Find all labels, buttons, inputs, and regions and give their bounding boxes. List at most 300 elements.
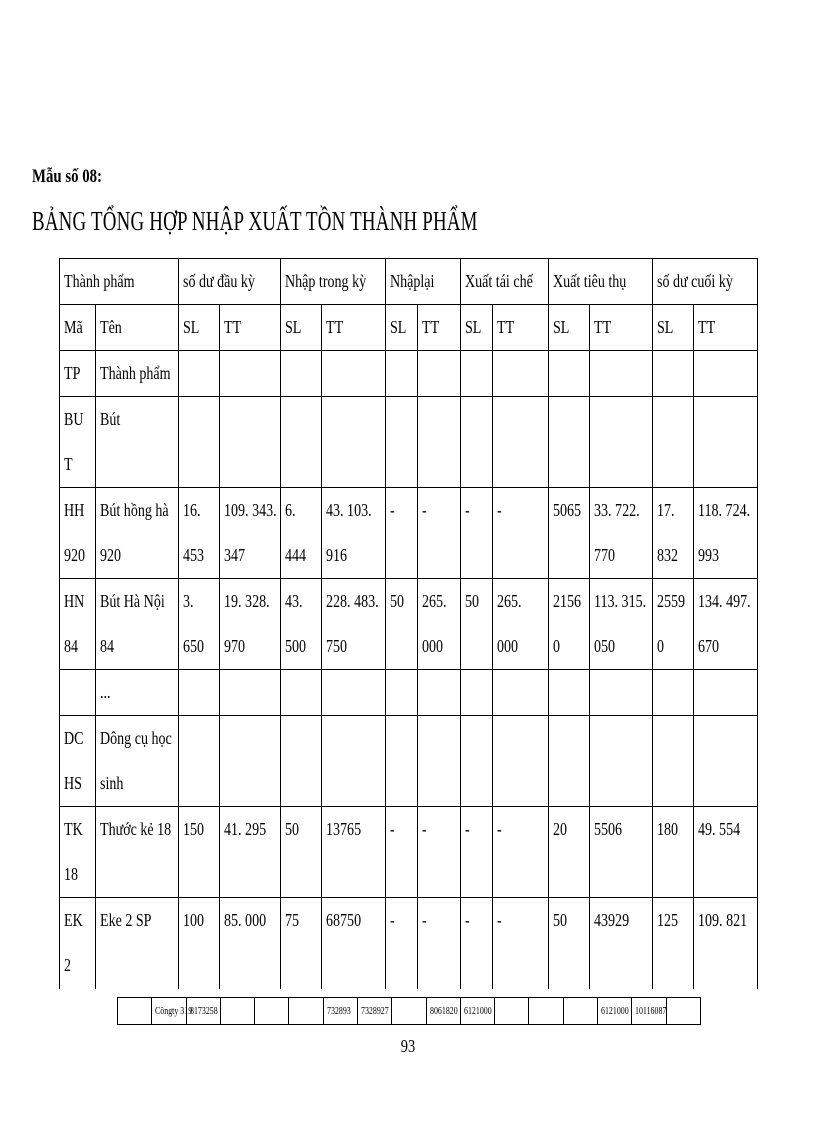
table-cell bbox=[549, 716, 590, 807]
footer-cell bbox=[289, 998, 323, 1025]
table-cell bbox=[220, 488, 281, 579]
sub-header-text: TT bbox=[224, 317, 242, 337]
table-cell bbox=[549, 579, 590, 670]
cell-text-line: 228. 483. bbox=[326, 591, 379, 611]
cell-content bbox=[100, 488, 169, 578]
group-header-cell bbox=[179, 259, 281, 305]
footer-cell-text: 6121000 bbox=[600, 1005, 629, 1017]
table-cell bbox=[493, 397, 549, 488]
cell-content bbox=[224, 898, 268, 943]
cell-content bbox=[465, 579, 486, 624]
table-cell bbox=[549, 807, 590, 898]
sub-header-cell bbox=[493, 305, 549, 351]
table-cell bbox=[493, 579, 549, 670]
footer-cell-text: 732893 bbox=[326, 1005, 351, 1017]
table-cell bbox=[179, 898, 220, 989]
group-header-cell bbox=[386, 259, 461, 305]
table-cell bbox=[590, 898, 653, 989]
cell-text-line: 109. 343. bbox=[224, 500, 277, 520]
cell-text-line: 920 bbox=[100, 545, 122, 565]
sub-header-cell bbox=[653, 305, 694, 351]
cell-content bbox=[183, 579, 211, 669]
table-cell bbox=[418, 716, 461, 807]
cell-content bbox=[285, 579, 313, 669]
cell-content bbox=[497, 579, 537, 669]
cell-text-line: EK bbox=[64, 910, 83, 930]
cell-text-line: 0 bbox=[553, 636, 561, 656]
table-cell bbox=[281, 716, 322, 807]
table-cell bbox=[418, 351, 461, 397]
sub-header-cell bbox=[220, 305, 281, 351]
cell-content bbox=[594, 807, 639, 852]
cell-content bbox=[64, 488, 88, 578]
table-cell bbox=[493, 898, 549, 989]
cell-text-line: 650 bbox=[183, 636, 205, 656]
cell-content bbox=[497, 807, 537, 852]
cell-text-line: Eke 2 SP bbox=[100, 910, 152, 930]
footer-cell bbox=[255, 998, 289, 1025]
cell-content bbox=[100, 898, 161, 943]
cell-text-line: 49. 554 bbox=[698, 819, 741, 839]
cell-text-line: 770 bbox=[594, 545, 616, 565]
table-cell bbox=[386, 670, 418, 716]
table-cell bbox=[493, 716, 549, 807]
footer-cell bbox=[563, 998, 597, 1025]
table-cell bbox=[461, 716, 493, 807]
table-cell bbox=[220, 670, 281, 716]
cell-content bbox=[657, 488, 685, 578]
table-cell bbox=[418, 807, 461, 898]
cell-content bbox=[64, 579, 88, 669]
table-cell bbox=[179, 488, 220, 579]
cell-text-line: 43. bbox=[285, 591, 303, 611]
group-header-cell bbox=[281, 259, 386, 305]
cell-content bbox=[285, 488, 313, 578]
footer-cell bbox=[426, 998, 460, 1025]
group-header-text: Xuất tiêu thụ bbox=[553, 271, 627, 291]
footer-summary-row bbox=[117, 997, 701, 1025]
cell-text-line: 33. 722. bbox=[594, 500, 640, 520]
table-row bbox=[60, 397, 758, 488]
table-cell bbox=[461, 488, 493, 579]
table-cell bbox=[386, 579, 418, 670]
cell-text-line: 670 bbox=[698, 636, 720, 656]
table-cell bbox=[694, 351, 758, 397]
table-cell bbox=[322, 670, 386, 716]
cell-text-line: 150 bbox=[183, 819, 205, 839]
group-header-cell bbox=[60, 259, 179, 305]
inventory-summary-table bbox=[59, 258, 758, 989]
cell-content bbox=[594, 488, 639, 578]
cell-content bbox=[422, 898, 452, 943]
cell-text-line: 113. 315. bbox=[594, 591, 647, 611]
cell-text-line: - bbox=[465, 819, 470, 839]
cell-content bbox=[183, 898, 211, 943]
table-cell bbox=[281, 670, 322, 716]
cell-content bbox=[183, 807, 211, 852]
cell-text-line: 84 bbox=[100, 636, 115, 656]
cell-text-line: 000 bbox=[422, 636, 444, 656]
table-cell bbox=[694, 716, 758, 807]
table-cell bbox=[60, 579, 96, 670]
sub-header-cell bbox=[590, 305, 653, 351]
cell-content bbox=[224, 488, 277, 578]
table-cell bbox=[220, 579, 281, 670]
table-cell bbox=[493, 807, 549, 898]
cell-content bbox=[100, 351, 171, 396]
sub-header-cell bbox=[179, 305, 220, 351]
cell-text-line: 050 bbox=[594, 636, 616, 656]
cell-text-line: 3. bbox=[183, 591, 194, 611]
sub-header-cell bbox=[549, 305, 590, 351]
cell-text-line: 500 bbox=[285, 636, 307, 656]
table-cell bbox=[96, 488, 179, 579]
cell-text-line: - bbox=[390, 910, 395, 930]
cell-content bbox=[326, 579, 379, 669]
cell-text-line: DC bbox=[64, 728, 84, 748]
cell-content bbox=[224, 579, 268, 669]
table-cell bbox=[493, 488, 549, 579]
cell-content bbox=[100, 670, 161, 715]
table-cell bbox=[549, 488, 590, 579]
table-cell bbox=[179, 579, 220, 670]
cell-text-line: 5506 bbox=[594, 819, 623, 839]
cell-text-line: 6. bbox=[285, 500, 296, 520]
cell-content bbox=[224, 807, 268, 852]
table-row bbox=[60, 716, 758, 807]
cell-text-line: 50 bbox=[553, 910, 568, 930]
cell-text-line: 134. 497. bbox=[698, 591, 751, 611]
cell-text-line: Dông cụ học bbox=[100, 728, 172, 748]
sub-header-text: TT bbox=[594, 317, 612, 337]
table-cell bbox=[694, 670, 758, 716]
table-cell bbox=[653, 898, 694, 989]
sub-header-text: TT bbox=[422, 317, 440, 337]
table-cell bbox=[461, 397, 493, 488]
sub-header-text: Tên bbox=[100, 317, 122, 337]
table-cell bbox=[386, 351, 418, 397]
group-header-text: Nhập trong kỳ bbox=[285, 271, 367, 291]
footer-cell bbox=[460, 998, 494, 1025]
cell-content bbox=[390, 807, 411, 852]
cell-content bbox=[100, 579, 165, 669]
table-cell bbox=[179, 807, 220, 898]
cell-text-line: - bbox=[497, 910, 502, 930]
cell-text-line: HS bbox=[64, 773, 82, 793]
cell-text-line: 109. 821 bbox=[698, 910, 748, 930]
cell-content bbox=[390, 488, 411, 533]
table-cell bbox=[322, 488, 386, 579]
cell-text-line: 265. bbox=[497, 591, 522, 611]
cell-content bbox=[465, 898, 486, 943]
cell-content bbox=[326, 898, 372, 943]
sub-header-text: SL bbox=[465, 317, 482, 337]
table-cell bbox=[461, 898, 493, 989]
footer-cell-text: 8061820 bbox=[429, 1005, 458, 1017]
footer-cell bbox=[392, 998, 426, 1025]
table-cell bbox=[461, 670, 493, 716]
cell-content bbox=[100, 807, 172, 852]
cell-text-line: - bbox=[390, 500, 395, 520]
table-cell bbox=[96, 579, 179, 670]
cell-text-line: - bbox=[465, 500, 470, 520]
cell-content bbox=[698, 898, 748, 943]
cell-text-line: 180 bbox=[657, 819, 679, 839]
cell-text-line: 265. bbox=[422, 591, 447, 611]
cell-content bbox=[285, 807, 313, 852]
cell-text-line: 50 bbox=[465, 591, 480, 611]
cell-content bbox=[594, 898, 639, 943]
cell-text-line: ... bbox=[100, 682, 111, 702]
table-cell bbox=[179, 716, 220, 807]
cell-text-line: 453 bbox=[183, 545, 205, 565]
table-cell bbox=[694, 488, 758, 579]
table-cell bbox=[281, 807, 322, 898]
table-cell bbox=[590, 579, 653, 670]
table-cell bbox=[220, 716, 281, 807]
cell-content bbox=[422, 488, 452, 533]
sub-header-text: SL bbox=[390, 317, 407, 337]
table-cell bbox=[281, 898, 322, 989]
table-row bbox=[60, 579, 758, 670]
cell-text-line: 5065 bbox=[553, 500, 582, 520]
table-cell bbox=[653, 670, 694, 716]
cell-text-line: 85. 000 bbox=[224, 910, 267, 930]
sub-header-text: TT bbox=[698, 317, 716, 337]
table-cell bbox=[322, 716, 386, 807]
group-header-text: Nhậplại bbox=[390, 271, 435, 291]
cell-content bbox=[497, 488, 537, 533]
group-header-text: Thành phẩm bbox=[64, 271, 135, 291]
cell-text-line: 993 bbox=[698, 545, 720, 565]
footer-cell-text: 7328927 bbox=[360, 1005, 389, 1017]
cell-text-line: Bút bbox=[100, 409, 121, 429]
footer-cell bbox=[220, 998, 254, 1025]
cell-content bbox=[553, 898, 581, 943]
cell-text-line: 43929 bbox=[594, 910, 630, 930]
cell-content bbox=[100, 716, 172, 806]
table-cell bbox=[653, 716, 694, 807]
cell-text-line: 916 bbox=[326, 545, 348, 565]
table-cell bbox=[220, 351, 281, 397]
table-cell bbox=[590, 670, 653, 716]
cell-content bbox=[465, 488, 486, 533]
table-cell bbox=[653, 807, 694, 898]
sub-header-cell bbox=[461, 305, 493, 351]
table-cell bbox=[60, 351, 96, 397]
cell-content bbox=[183, 488, 211, 578]
cell-text-line: 832 bbox=[657, 545, 679, 565]
sub-header-cell bbox=[322, 305, 386, 351]
table-cell bbox=[590, 807, 653, 898]
cell-content bbox=[64, 716, 88, 806]
table-cell bbox=[461, 579, 493, 670]
sub-header-text: SL bbox=[183, 317, 200, 337]
table-cell bbox=[694, 807, 758, 898]
table-cell bbox=[418, 898, 461, 989]
footer-cell bbox=[323, 998, 357, 1025]
table-cell bbox=[461, 351, 493, 397]
sub-header-text: TT bbox=[497, 317, 515, 337]
sub-header-row bbox=[60, 305, 758, 351]
table-cell bbox=[653, 397, 694, 488]
cell-text-line: 2559 bbox=[657, 591, 686, 611]
cell-text-line: 125 bbox=[657, 910, 679, 930]
table-cell bbox=[96, 807, 179, 898]
table-cell bbox=[179, 397, 220, 488]
cell-content bbox=[594, 579, 647, 669]
table-cell bbox=[60, 898, 96, 989]
table-cell bbox=[281, 351, 322, 397]
cell-content bbox=[698, 807, 744, 852]
table-cell bbox=[322, 807, 386, 898]
sub-header-cell bbox=[281, 305, 322, 351]
cell-content bbox=[326, 488, 372, 578]
cell-text-line: 970 bbox=[224, 636, 246, 656]
footer-cell-text: Côngty 319 bbox=[155, 1005, 193, 1017]
cell-text-line: 20 bbox=[553, 819, 568, 839]
cell-content bbox=[64, 898, 88, 988]
cell-text-line: 50 bbox=[390, 591, 405, 611]
cell-text-line: 13765 bbox=[326, 819, 362, 839]
cell-text-line: HN bbox=[64, 591, 85, 611]
table-cell bbox=[549, 351, 590, 397]
sub-header-text: SL bbox=[285, 317, 302, 337]
table-cell bbox=[60, 716, 96, 807]
group-header-row bbox=[60, 259, 758, 305]
cell-text-line: T bbox=[64, 454, 73, 474]
cell-text-line: 75 bbox=[285, 910, 300, 930]
cell-content bbox=[64, 807, 88, 897]
cell-content bbox=[657, 807, 685, 852]
cell-content bbox=[698, 579, 751, 669]
document-title: BẢNG TỔNG HỢP NHẬP XUẤT TỒN THÀNH PHẨM bbox=[32, 206, 478, 236]
cell-text-line: Thành phẩm bbox=[100, 363, 171, 383]
table-cell bbox=[60, 670, 96, 716]
footer-cell bbox=[152, 998, 193, 1025]
cell-text-line: 2156 bbox=[553, 591, 582, 611]
table-cell bbox=[96, 898, 179, 989]
cell-text-line: - bbox=[465, 910, 470, 930]
table-cell bbox=[322, 351, 386, 397]
table-cell bbox=[549, 397, 590, 488]
table-cell bbox=[96, 397, 179, 488]
sub-header-cell bbox=[60, 305, 96, 351]
table-cell bbox=[694, 579, 758, 670]
table-cell bbox=[461, 807, 493, 898]
cell-content bbox=[422, 807, 452, 852]
table-cell bbox=[386, 488, 418, 579]
cell-content bbox=[326, 807, 372, 852]
table-cell bbox=[281, 397, 322, 488]
table-cell bbox=[96, 716, 179, 807]
table-cell bbox=[220, 898, 281, 989]
cell-content bbox=[657, 579, 685, 669]
table-cell bbox=[418, 670, 461, 716]
group-header-cell bbox=[461, 259, 549, 305]
table-cell bbox=[220, 807, 281, 898]
table-cell bbox=[493, 670, 549, 716]
cell-text-line: 444 bbox=[285, 545, 307, 565]
cell-text-line: HH bbox=[64, 500, 85, 520]
cell-content bbox=[465, 807, 486, 852]
cell-content bbox=[285, 898, 313, 943]
table-cell bbox=[418, 488, 461, 579]
cell-content bbox=[64, 397, 88, 487]
cell-text-line: Thước kẻ 18 bbox=[100, 819, 172, 839]
table-row bbox=[60, 670, 758, 716]
cell-text-line: 750 bbox=[326, 636, 348, 656]
cell-text-line: - bbox=[390, 819, 395, 839]
cell-content bbox=[100, 397, 161, 442]
table-row bbox=[60, 488, 758, 579]
table-cell bbox=[60, 488, 96, 579]
footer-cell bbox=[597, 998, 631, 1025]
group-header-cell bbox=[549, 259, 653, 305]
table-cell bbox=[590, 488, 653, 579]
table-cell bbox=[590, 351, 653, 397]
group-header-text: số dư cuối kỳ bbox=[657, 271, 733, 291]
sub-header-text: SL bbox=[553, 317, 570, 337]
table-cell bbox=[96, 351, 179, 397]
footer-cell-text: 8173258 bbox=[189, 1005, 218, 1017]
sub-header-text: SL bbox=[657, 317, 674, 337]
table-cell bbox=[220, 397, 281, 488]
table-cell bbox=[281, 579, 322, 670]
cell-content bbox=[390, 579, 411, 624]
cell-content bbox=[497, 898, 537, 943]
cell-content bbox=[553, 579, 581, 669]
footer-cell bbox=[186, 998, 220, 1025]
footer-cell bbox=[118, 998, 152, 1025]
footer-cell-text: 6121000 bbox=[463, 1005, 492, 1017]
table-cell bbox=[322, 898, 386, 989]
cell-text-line: 19. 328. bbox=[224, 591, 270, 611]
table-cell bbox=[96, 670, 179, 716]
cell-text-line: 2 bbox=[64, 955, 72, 975]
table-cell bbox=[694, 898, 758, 989]
cell-text-line: 0 bbox=[657, 636, 665, 656]
cell-text-line: 18 bbox=[64, 864, 79, 884]
cell-text-line: 000 bbox=[497, 636, 519, 656]
group-header-text: số dư đầu kỳ bbox=[183, 271, 255, 291]
table-cell bbox=[653, 488, 694, 579]
cell-text-line: Bút hồng hà bbox=[100, 500, 169, 520]
table-cell bbox=[386, 898, 418, 989]
footer-cell bbox=[666, 998, 701, 1025]
cell-content bbox=[64, 351, 88, 396]
table-cell bbox=[590, 716, 653, 807]
table-cell bbox=[386, 807, 418, 898]
table-cell bbox=[418, 579, 461, 670]
footer-cell-text: 10116087 bbox=[635, 1005, 667, 1017]
cell-text-line: 84 bbox=[64, 636, 79, 656]
footer-cell bbox=[495, 998, 529, 1025]
table-cell bbox=[386, 397, 418, 488]
cell-text-line: - bbox=[422, 910, 427, 930]
table-cell bbox=[60, 397, 96, 488]
cell-text-line: 100 bbox=[183, 910, 205, 930]
group-header-cell bbox=[653, 259, 758, 305]
cell-content bbox=[698, 488, 751, 578]
cell-text-line: 16. bbox=[183, 500, 201, 520]
footer-cell bbox=[357, 998, 391, 1025]
cell-content bbox=[390, 898, 411, 943]
cell-content bbox=[422, 579, 452, 669]
table-cell bbox=[694, 397, 758, 488]
table-cell bbox=[653, 579, 694, 670]
table-cell bbox=[653, 351, 694, 397]
